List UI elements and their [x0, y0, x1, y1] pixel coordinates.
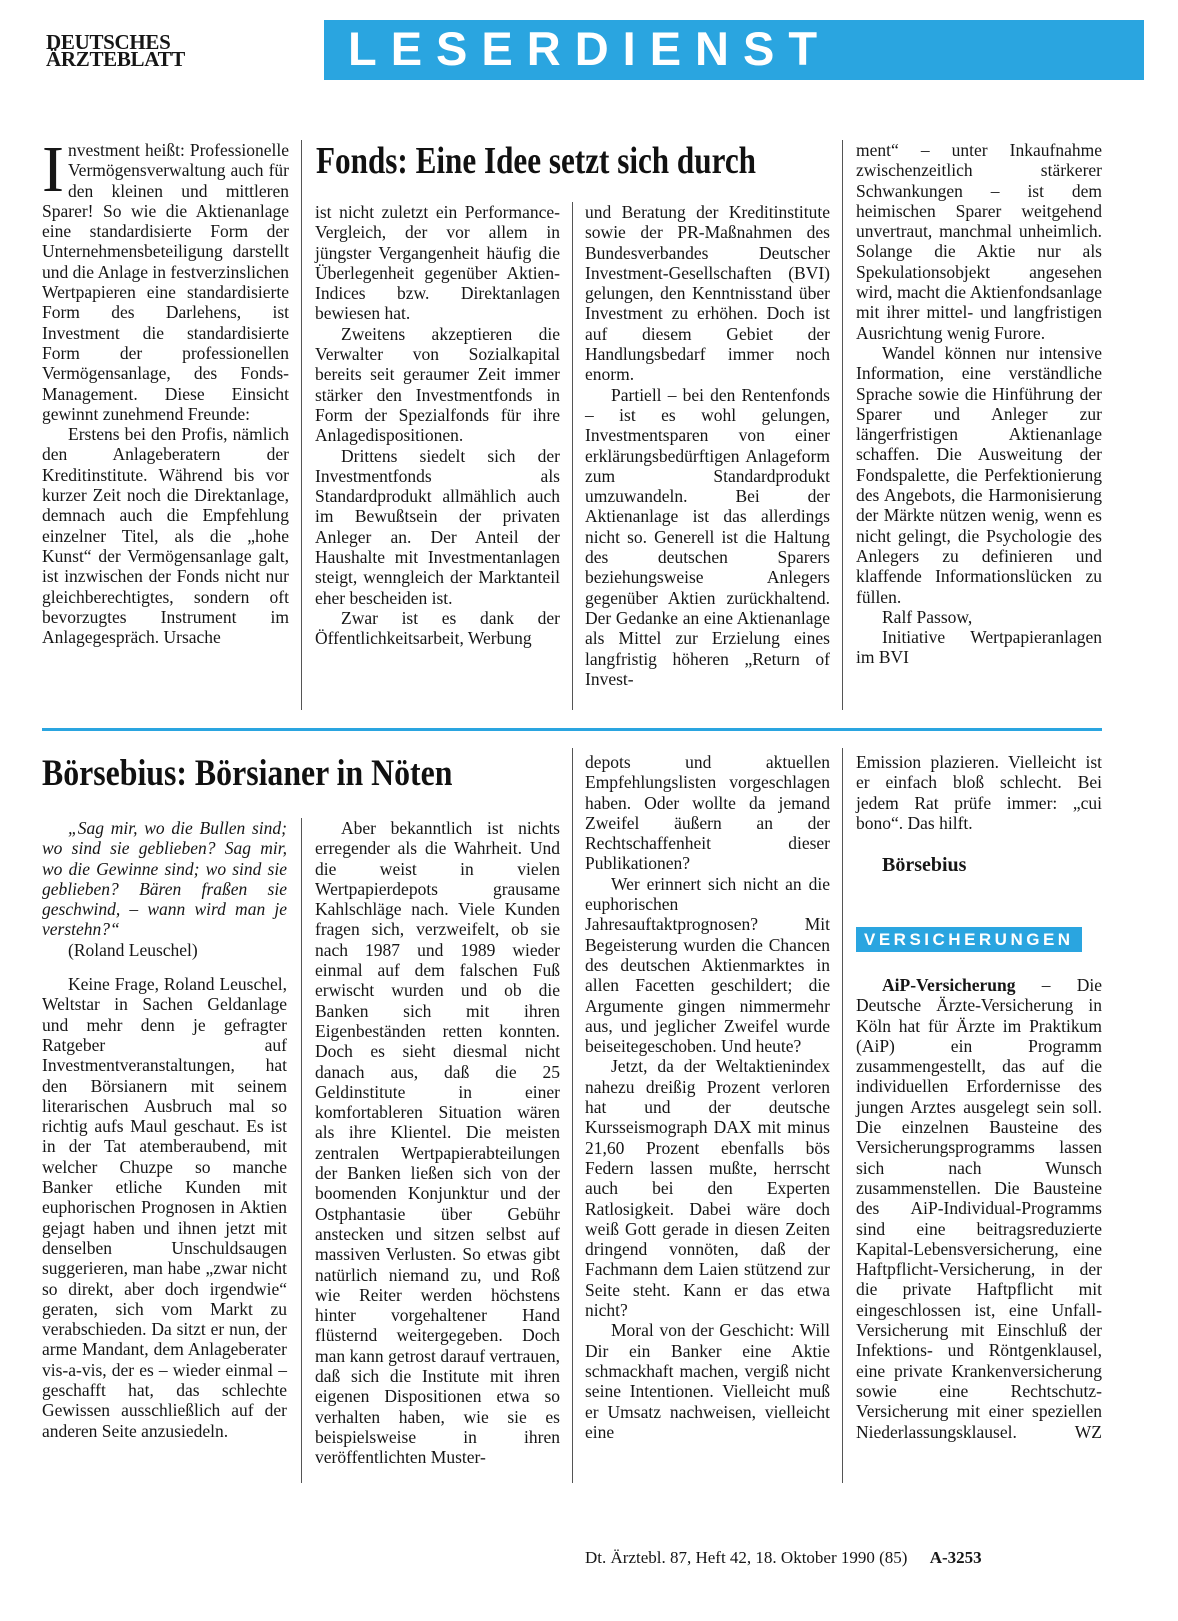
article1-author-role: Initiative Wertpapieranlagen im BVI	[856, 627, 1102, 668]
article1-column-3	[585, 202, 830, 689]
article1-paragraph: und Beratung der Kreditinstitute sowie der PR-Maßnahmen des Bundesverbandes Deutscher Investment-Gesellschaften (BVI) gelungen, den Kenntnisstand über Investment zu erhöhen. Doch ist auf diesem Gebiet der Handlungsbedarf immer noch enorm.	[585, 202, 830, 385]
article1-paragraph: Drittens siedelt sich der Investmentfonds als Standardprodukt allmählich auch im Bewußtsein der privaten Anleger an. Der Anteil der Haushalte mit Investmentanlagen steigt, wenngleich der Marktanteil eher bescheiden ist.	[315, 445, 560, 608]
insurance-lead: AiP-Versicherung	[882, 975, 1016, 995]
footer	[585, 1548, 982, 1568]
column-divider	[842, 748, 843, 1483]
footer-page: A-3253	[929, 1548, 982, 1567]
article1-author: Ralf Passow,	[882, 606, 973, 627]
article2-paragraph: Aber bekanntlich ist nichts erregender als die Wahrheit. Und die weist in vielen Wertpapierdepots grausame Kahlschläge nach. Viele Kunden fragen sich, verzweifelt, ob sie nach 1987 und 1989 wieder einmal auf dem falschen Fuß erwischt wurden und ob die Banken sich mit ihren Eigenbeständen retten konnten. Doch es sieht diesmal nicht danach aus, daß die 25 Geldinstitute in einer komfortableren Situation wären als ihre Klientel. Die meisten zentralen Wertpapierabteilungen der Banken ließen sich von der boomenden Konjunktur und der Ostphantasie über Gebühr anstecken und sitzen selbst auf massiven Verlusten. So etwas gibt natürlich niemand zu, und Roß wie Reiter werden höchstens hinter vorgehaltener Hand flüsternd weitergegeben. Doch man kann getrost darauf vertrauen, daß sich die Institute mit ihren eigenen Dispositionen etwa so verhalten haben, wie sie es beispielsweise in ihren veröffentlichten Muster-	[315, 818, 560, 1468]
article1-column-1	[42, 133, 289, 648]
article1-paragraph: Erstens bei den Profis, nämlich den Anlageberatern der Kreditinstitute. Während bis vor kurzer Zeit noch die Direktanlage, demnach auch die Empfehlung einzelner Titel, als die „hohe Kunst“ der Vermögensanlage galt, ist inzwischen der Fonds nicht nur gleichberechtigtes, sondern oft bevorzugtes Instrument im Anlagegespräch. Ursache	[42, 424, 289, 648]
epigraph-source: (Roland Leuschel)	[68, 939, 198, 960]
article1-column-4	[856, 140, 1102, 668]
article2-paragraph: Keine Frage, Roland Leuschel, Weltstar in Sachen Geldanlage und mehr denn je gefragter Ratgeber auf Investmentveranstaltungen, hat den Börsianern mit seinem literarischen Ausbruch mal so richtig aufs Maul geschaut. Es ist in der Tat atemberaubend, mit welcher Chuzpe so manche Banker etliche Kunden mit euphorischen Prognosen in Aktien gejagt haben und ihnen jetzt mit denselben Unschuldsaugen suggerieren, man habe „zwar nicht so direkt, aber doch irgendwie“ geraten, sich vom Markt zu verabschieden. Da sitzt er nun, der arme Mandant, dem Anlageberater vis-a-vis, der es – wieder einmal – geschafft hat, das schlechte Gewissen ausschließlich auf der anderen Seite anzusiedeln.	[42, 974, 287, 1441]
article2-paragraph: Emission plazieren. Vielleicht ist er einfach bloß schlecht. Bei jedem Rat prüfe immer: „cui bono“. Das hilft.	[856, 752, 1102, 833]
insurance-badge-wrap	[856, 930, 1082, 950]
article2-signature: Börsebius	[882, 854, 967, 877]
section-banner	[324, 20, 1144, 80]
masthead-line1: DEUTSCHES	[46, 30, 171, 54]
insurance-text: – Die Deutsche Ärzte-Versicherung in Köln hat für Ärzte im Praktikum (AiP) ein Programm zusammengestellt, das auf die individuellen Erfordernisse des jungen Arztes ausgelegt sein soll. Die einzelnen Bausteine des Versicherungsprogramms lassen sich nach Wunsch zusammenstellen. Die Bausteine des AiP-Individual-Programms sind eine beitragsreduzierte Kapital-Lebensversicherung, eine Haftpflicht-Versicherung, in der die private Haftpflicht mit eingeschlossen ist, eine Unfall-Versicherung mit Einschluß der Infektions- und Röntgenklausel, eine private Krankenversicherung sowie eine Rechtschutz-Versicherung mit einer speziellen Niederlassungsklausel.	[856, 975, 1102, 1442]
epigraph-quote: „Sag mir, wo die Bullen sind; wo sind sie geblieben? Sag mir, wo die Gewinne sind; wo sind sie geblieben? Bären fraßen sie geschwind, – wann wird man je verstehn?“	[42, 818, 287, 940]
article1-paragraph: Wandel können nur intensive Information, eine verständliche Sprache sowie die Hinführung der Sparer und Anleger zur längerfristigen Aktienanlage schaffen. Die Ausweitung der Fondspalette, die Perfektionierung des Angebots, die Harmonisierung der Märkte nützen wenig, wenn es nicht gelingt, die Psychologie des Anlegers zu definieren und klaffende Informationslücken zu füllen.	[856, 342, 1102, 607]
article2-headline: Börsebius: Börsianer in Nöten	[42, 753, 453, 794]
article2-paragraph: Wer erinnert sich nicht an die euphorischen Jahresauftaktprognosen? Mit Begeisterung wurden die Chancen des deutschen Aktienmarktes in allen Facetten geschildert; die Argumente gingen nimmermehr aus, und jeglicher Zweifel wurde beiseitegeschoben. Und heute?	[585, 873, 830, 1057]
article1-paragraph: Zwar ist es dank der Öffentlichkeitsarbeit, Werbung	[315, 607, 560, 649]
article1-paragraph: ist nicht zuletzt ein Performance-Vergleich, der vor allem in jüngster Vergangenheit häufig die Überlegenheit gegenüber Aktien-Indices bzw. Direktanlagen bewiesen hat.	[315, 202, 560, 324]
article2-paragraph: Jetzt, da der Weltaktienindex nahezu dreißig Prozent verloren hat und der deutsche Kursseismograph DAX mit minus 21,60 Prozent ebenfalls bös Federn lassen mußte, herrscht auch bei den Experten Ratlosigkeit. Dabei wäre doch weiß Gott gerade in diesen Zeiten dringend vonnöten, daß der Fachmann dem Laien stützend zur Seite steht. Kann er das etwa nicht?	[585, 1056, 830, 1321]
footer-citation: Dt. Ärztebl. 87, Heft 42, 18. Oktober 1990 (85)	[585, 1548, 908, 1567]
masthead	[46, 30, 226, 71]
insurance-initials: WZ	[1074, 1421, 1102, 1442]
article2-paragraph: Moral von der Geschicht: Will Dir ein Banker eine Aktie schmackhaft machen, vergiß nicht seine Intentionen. Vielleicht muß er Umsatz nachweisen, vielleicht eine	[585, 1320, 830, 1442]
section-banner-title: LESERDIENST	[348, 22, 832, 75]
article1-column-2	[315, 202, 560, 649]
insurance-column	[856, 975, 1102, 1442]
article1-paragraph: nvestment heißt: Professionelle Vermögensverwaltung auch für den kleinen und mittleren Sparer! So wie die Aktienanlage eine standardisierte Form der Unternehmensbeteiligung darstellt und die Anlage in festverzinslichen Wertpapieren eine standardisierte Form des Darlehens, ist Investment die standardisierte Form der professionellen Vermögensanlage, des Fonds-Management. Diese Einsicht gewinnt zunehmend Freunde:	[42, 140, 289, 424]
article1-headline: Fonds: Eine Idee setzt sich durch	[316, 140, 757, 182]
article1-paragraph: Partiell – bei den Rentenfonds – ist es wohl gelungen, Investmentsparen von einer erklärungsbedürftigen Anlageform zum Standardprodukt umzuwandeln. Bei der Aktienanlage ist das allerdings nicht so. Generell ist die Haltung des deutschen Sparers beziehungsweise Anlegers gegenüber Aktien zurückhaltend. Der Gedanke an eine Aktienanlage als Mittel zur Erzielung eines langfristig höheren „Return of Invest-	[585, 384, 830, 689]
column-divider	[842, 140, 843, 710]
article2-column-4	[856, 752, 1102, 875]
article1-paragraph: ment“ – unter Inkaufnahme zwischenzeitlich stärkerer Schwankungen – ist dem heimischen Sparer weitgehend unvertraut, manchmal unheimlich. Solange die Aktie nur als Spekulationsobjekt angesehen wird, macht die Aktienfondsanlage mit ihrer mittel- und langfristigen Ausrichtung wenig Furore.	[856, 140, 1102, 343]
article1-paragraph: Zweitens akzeptieren die Verwalter von Sozialkapital bereits seit geraumer Zeit immer stärker den Investmentfonds in Form der Spezialfonds für ihre Anlagedispositionen.	[315, 323, 560, 446]
column-divider	[301, 818, 302, 1483]
insurance-badge: VERSICHERUNGEN	[856, 927, 1082, 952]
section-divider	[42, 728, 1102, 731]
article2-column-1	[42, 818, 287, 1441]
masthead-line2: ÄRZTEBLATT	[46, 47, 185, 71]
column-divider	[301, 140, 302, 710]
column-divider	[572, 748, 573, 1483]
article2-column-2	[315, 818, 560, 1468]
column-divider	[572, 202, 573, 710]
insurance-paragraph	[856, 975, 1102, 1442]
dropcap: I	[42, 133, 64, 206]
article2-paragraph: depots und aktuellen Empfehlungslisten vorgeschlagen haben. Oder wollte da jemand Zweifel äußern an der Rechtschaffenheit dieser Publikationen?	[585, 752, 830, 874]
article2-column-3	[585, 752, 830, 1442]
